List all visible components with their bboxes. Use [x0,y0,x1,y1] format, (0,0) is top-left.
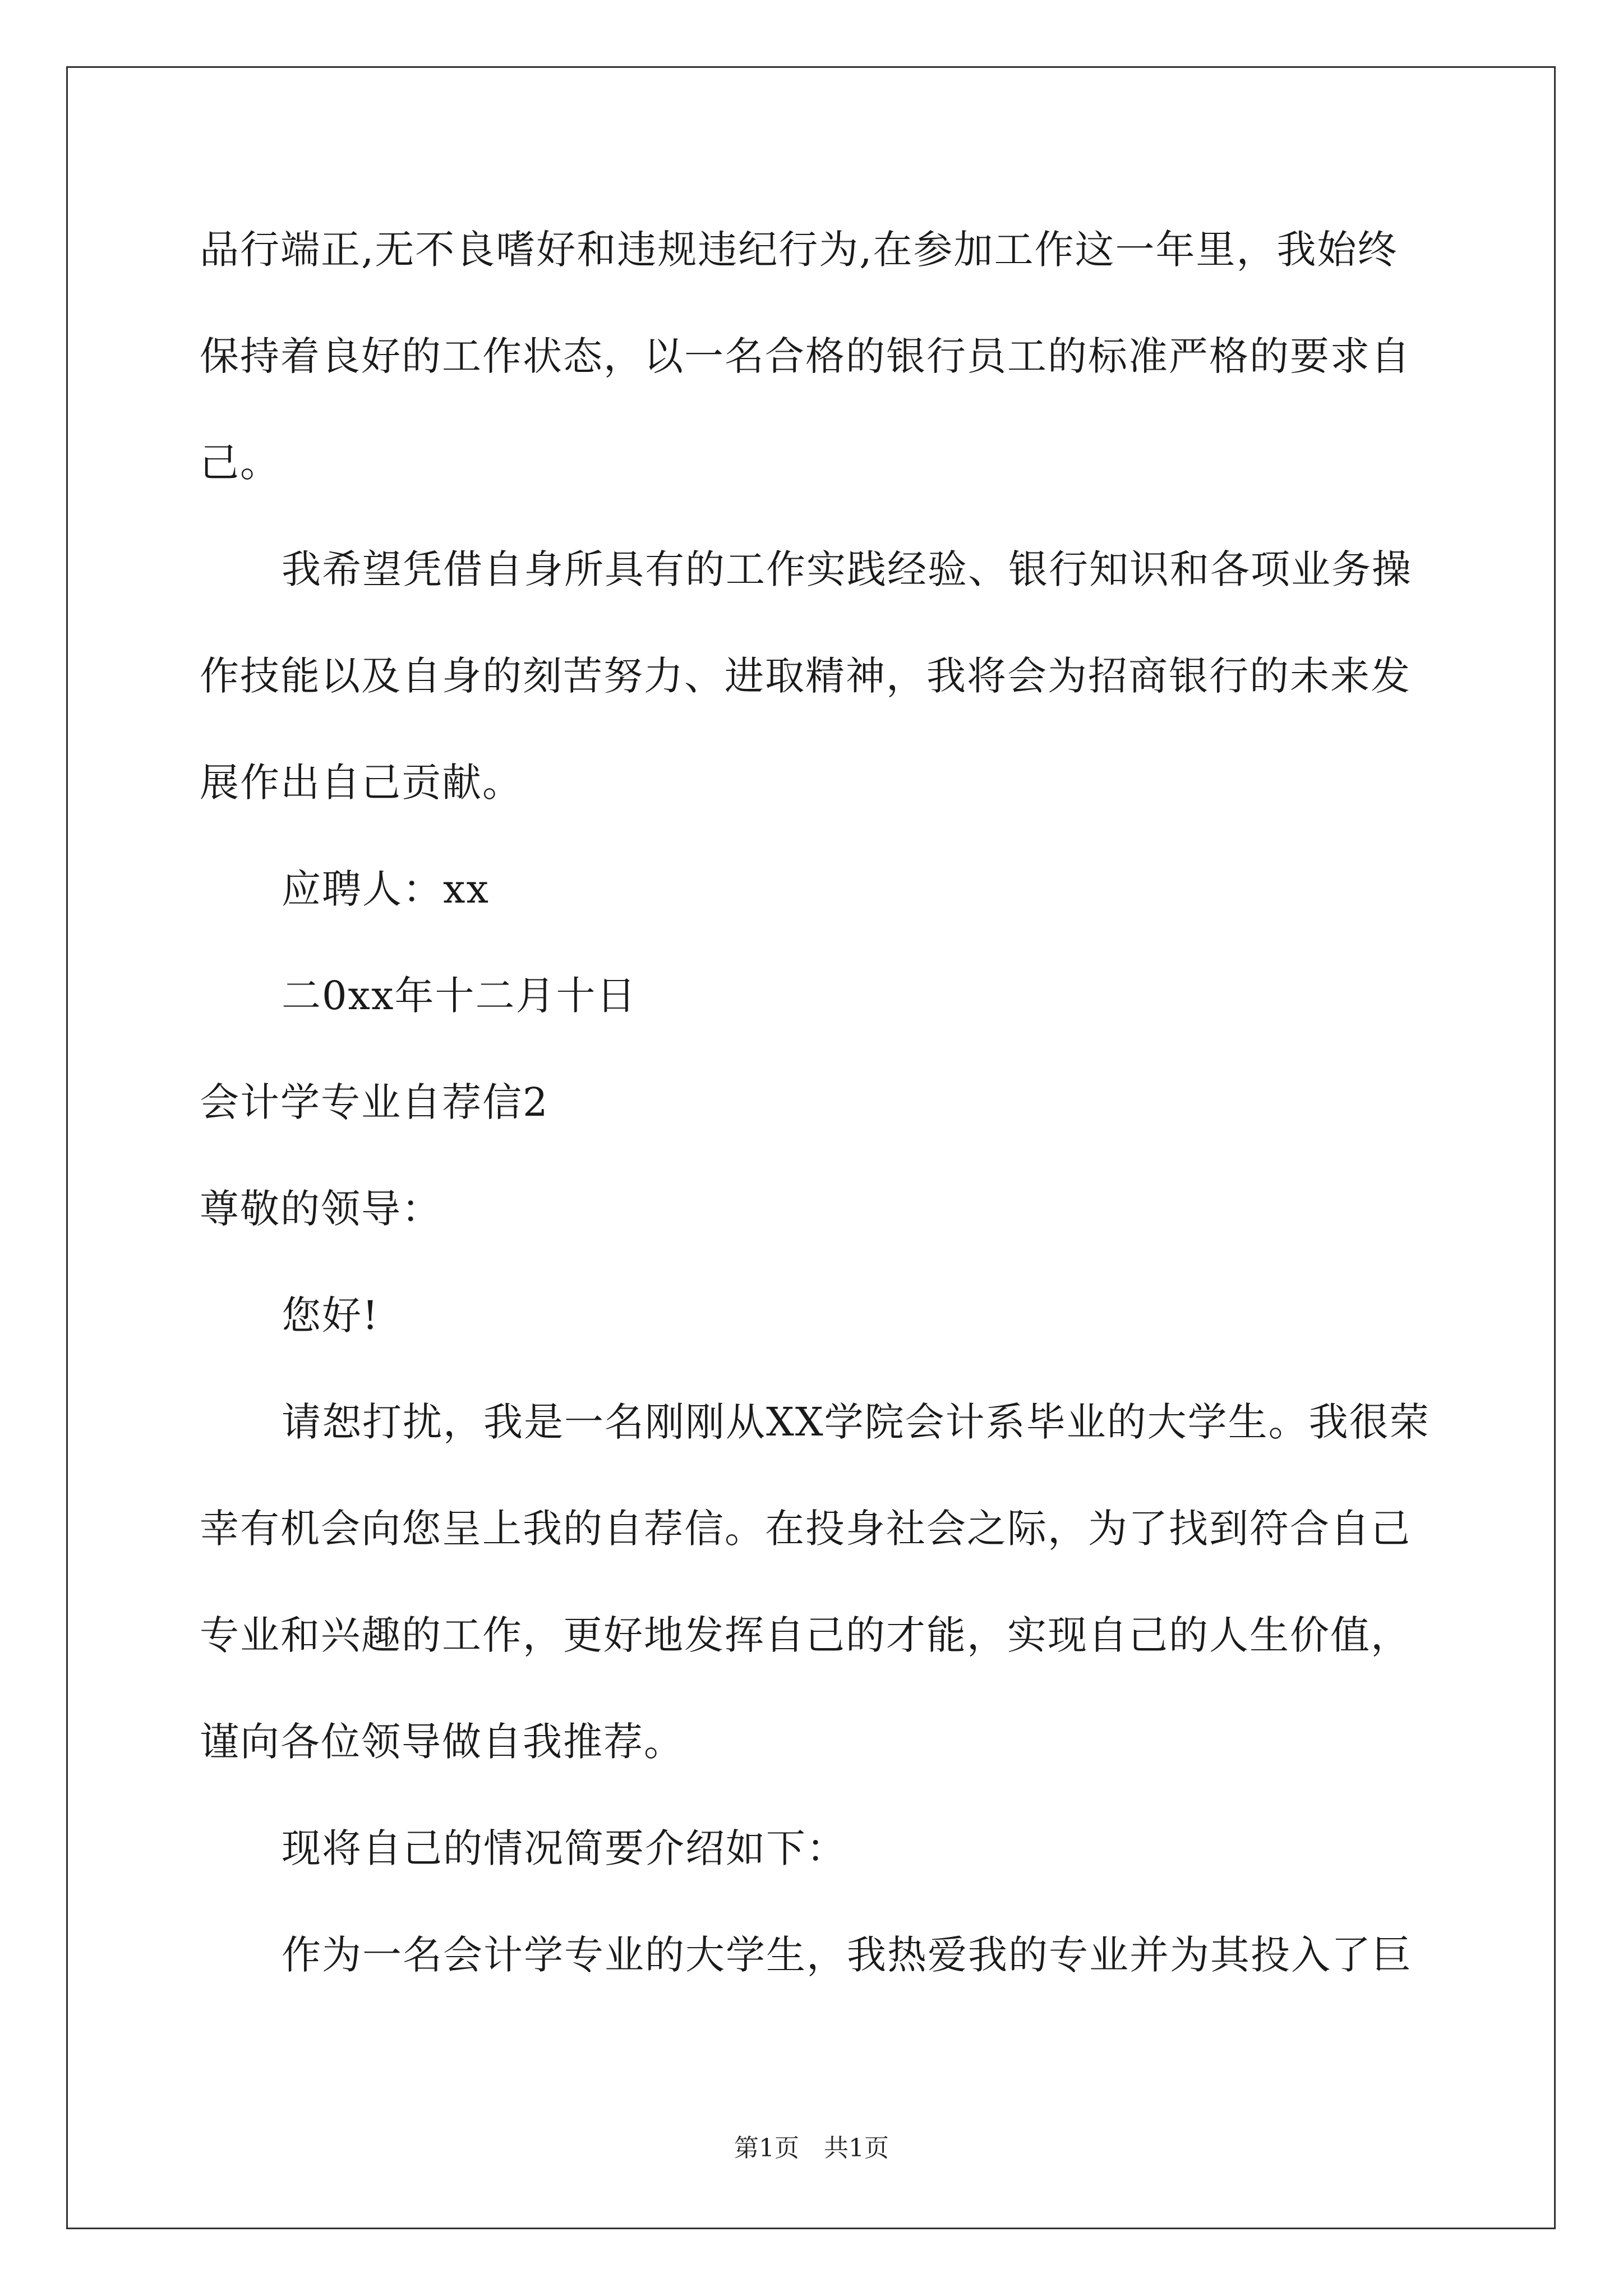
text-line: 作技能以及自身的刻苦努力、进取精神，我将会为招商银行的未来发 [200,653,1411,699]
text-line: 保持着良好的工作状态，以一名合格的银行员工的标准严格的要求自 [200,333,1411,379]
paragraph-start-line: 现将自己的情况简要介绍如下： [282,1825,847,1871]
page-footer: 第1页 共1页 [734,2134,889,2162]
text-line: 幸有机会向您呈上我的自荐信。在投身社会之际，为了找到符合自己 [200,1506,1411,1552]
date-line: 二0xx年十二月十日 [282,973,637,1019]
page-border [66,66,1556,2229]
text-line: 己。 [200,440,280,486]
text-line: 展作出自己贡献。 [200,760,523,806]
salutation: 尊敬的领导： [200,1186,442,1232]
text-line: 专业和兴趣的工作，更好地发挥自己的才能，实现自己的人生价值， [200,1612,1411,1658]
paragraph-start-line: 请恕打扰，我是一名刚刚从XX学院会计系毕业的大学生。我很荣 [282,1399,1430,1445]
applicant-line: 应聘人：xx [282,866,490,912]
paragraph-start-line: 我希望凭借自身所具有的工作实践经验、银行知识和各项业务操 [282,546,1412,592]
text-line: 谨向各位领导做自我推荐。 [200,1719,684,1765]
letter-title: 会计学专业自荐信2 [200,1079,549,1125]
text-line: 品行端正,无不良嗜好和违规违纪行为,在参加工作这一年里，我始终 [200,227,1398,273]
paragraph-start-line: 作为一名会计学专业的大学生，我热爱我的专业并为其投入了巨 [282,1932,1412,1978]
greeting: 您好! [282,1292,380,1338]
